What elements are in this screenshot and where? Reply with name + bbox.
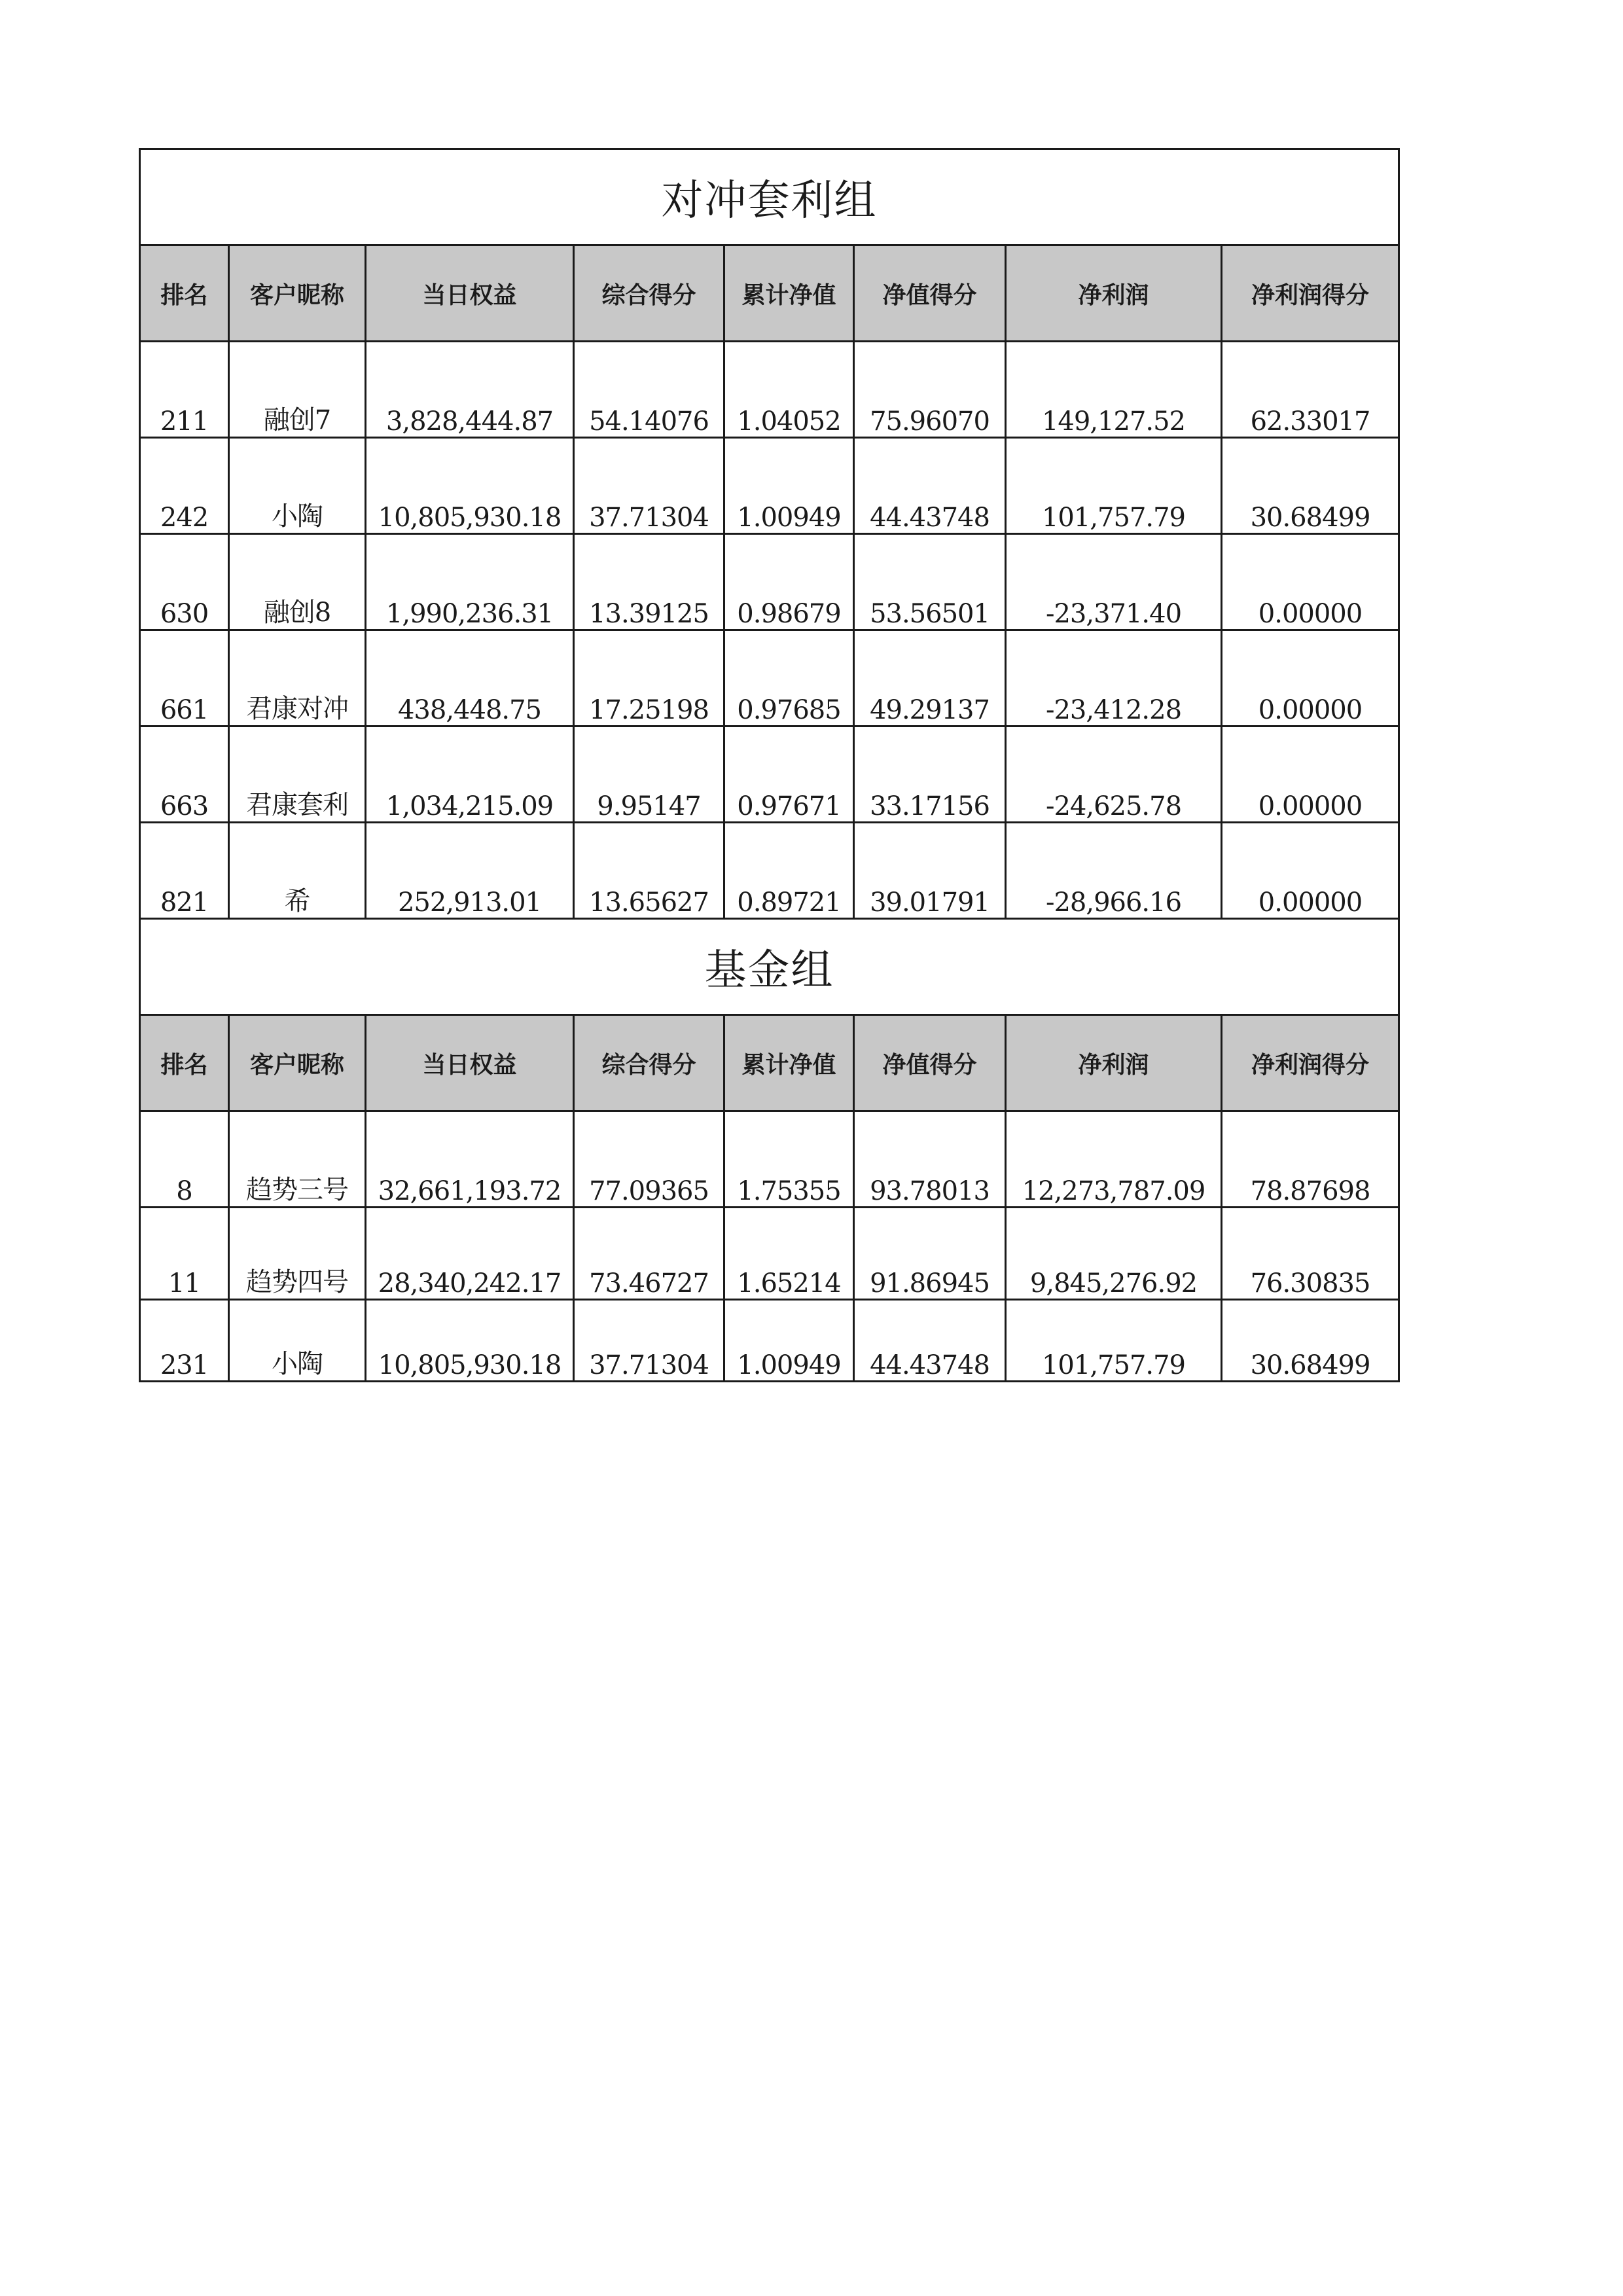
cell-rank: 231 [140, 1300, 229, 1382]
cell-profit-score: 78.87698 [1222, 1111, 1399, 1208]
cell-score: 73.46727 [574, 1208, 724, 1300]
cell-equity: 28,340,242.17 [366, 1208, 574, 1300]
group-title: 对冲套利组 [140, 149, 1399, 245]
cell-profit-score: 0.00000 [1222, 630, 1399, 726]
cell-rank: 630 [140, 534, 229, 630]
cell-rank: 661 [140, 630, 229, 726]
cell-nickname: 融创8 [229, 534, 366, 630]
cell-profit-score: 76.30835 [1222, 1208, 1399, 1300]
col-header-nav-score: 净值得分 [854, 1015, 1006, 1111]
cell-nav-score: 33.17156 [854, 726, 1006, 823]
cell-profit-score: 62.33017 [1222, 342, 1399, 438]
cell-profit-score: 30.68499 [1222, 1300, 1399, 1382]
cell-nav: 0.89721 [724, 823, 854, 919]
cell-rank: 8 [140, 1111, 229, 1208]
cell-nav: 0.97685 [724, 630, 854, 726]
cell-net-profit: 9,845,276.92 [1006, 1208, 1222, 1300]
cell-rank: 211 [140, 342, 229, 438]
col-header-nickname: 客户昵称 [229, 1015, 366, 1111]
cell-nav-score: 39.01791 [854, 823, 1006, 919]
cell-equity: 10,805,930.18 [366, 438, 574, 534]
cell-nav: 1.00949 [724, 438, 854, 534]
col-header-profit-score: 净利润得分 [1222, 245, 1399, 342]
cell-nav-score: 75.96070 [854, 342, 1006, 438]
cell-equity: 252,913.01 [366, 823, 574, 919]
header-row [140, 1015, 1399, 1111]
cell-nav: 0.98679 [724, 534, 854, 630]
col-header-score: 综合得分 [574, 1015, 724, 1111]
cell-net-profit: 149,127.52 [1006, 342, 1222, 438]
cell-score: 9.95147 [574, 726, 724, 823]
cell-profit-score: 30.68499 [1222, 438, 1399, 534]
cell-nickname: 小陶 [229, 1300, 366, 1382]
cell-nav: 1.65214 [724, 1208, 854, 1300]
cell-nickname: 小陶 [229, 438, 366, 534]
group-title-row [140, 919, 1399, 1015]
cell-rank: 821 [140, 823, 229, 919]
cell-score: 77.09365 [574, 1111, 724, 1208]
cell-score: 37.71304 [574, 1300, 724, 1382]
cell-equity: 1,034,215.09 [366, 726, 574, 823]
cell-nav-score: 93.78013 [854, 1111, 1006, 1208]
cell-net-profit: 101,757.79 [1006, 438, 1222, 534]
cell-rank: 11 [140, 1208, 229, 1300]
cell-score: 13.39125 [574, 534, 724, 630]
cell-nickname: 趋势四号 [229, 1208, 366, 1300]
col-header-rank: 排名 [140, 245, 229, 342]
table-row [140, 1300, 1399, 1382]
cell-equity: 3,828,444.87 [366, 342, 574, 438]
cell-score: 13.65627 [574, 823, 724, 919]
col-header-profit-score: 净利润得分 [1222, 1015, 1399, 1111]
table-row [140, 438, 1399, 534]
table-row [140, 726, 1399, 823]
cell-net-profit: -23,371.40 [1006, 534, 1222, 630]
col-header-net-profit: 净利润 [1006, 245, 1222, 342]
table-row [140, 342, 1399, 438]
col-header-equity: 当日权益 [366, 245, 574, 342]
cell-equity: 32,661,193.72 [366, 1111, 574, 1208]
cell-nickname: 希 [229, 823, 366, 919]
table-row [140, 1208, 1399, 1300]
header-row [140, 245, 1399, 342]
cell-equity: 438,448.75 [366, 630, 574, 726]
cell-score: 37.71304 [574, 438, 724, 534]
cell-nav-score: 53.56501 [854, 534, 1006, 630]
cell-nav: 1.00949 [724, 1300, 854, 1382]
cell-net-profit: -23,412.28 [1006, 630, 1222, 726]
cell-equity: 10,805,930.18 [366, 1300, 574, 1382]
cell-nickname: 君康对冲 [229, 630, 366, 726]
col-header-nav-score: 净值得分 [854, 245, 1006, 342]
cell-nickname: 趋势三号 [229, 1111, 366, 1208]
cell-rank: 663 [140, 726, 229, 823]
cell-nav-score: 49.29137 [854, 630, 1006, 726]
table-row [140, 534, 1399, 630]
cell-nav-score: 44.43748 [854, 1300, 1006, 1382]
cell-profit-score: 0.00000 [1222, 726, 1399, 823]
cell-score: 54.14076 [574, 342, 724, 438]
table-row [140, 1111, 1399, 1208]
cell-profit-score: 0.00000 [1222, 534, 1399, 630]
cell-net-profit: 12,273,787.09 [1006, 1111, 1222, 1208]
cell-net-profit: 101,757.79 [1006, 1300, 1222, 1382]
cell-nav: 0.97671 [724, 726, 854, 823]
cell-score: 17.25198 [574, 630, 724, 726]
ranking-sheet [139, 148, 1400, 1382]
col-header-equity: 当日权益 [366, 1015, 574, 1111]
cell-nickname: 融创7 [229, 342, 366, 438]
cell-nav: 1.75355 [724, 1111, 854, 1208]
cell-profit-score: 0.00000 [1222, 823, 1399, 919]
cell-net-profit: -28,966.16 [1006, 823, 1222, 919]
col-header-score: 综合得分 [574, 245, 724, 342]
cell-rank: 242 [140, 438, 229, 534]
cell-net-profit: -24,625.78 [1006, 726, 1222, 823]
col-header-nav: 累计净值 [724, 245, 854, 342]
col-header-nav: 累计净值 [724, 1015, 854, 1111]
cell-nav-score: 91.86945 [854, 1208, 1006, 1300]
col-header-net-profit: 净利润 [1006, 1015, 1222, 1111]
cell-nav: 1.04052 [724, 342, 854, 438]
table-row [140, 823, 1399, 919]
group-title-row [140, 149, 1399, 245]
col-header-rank: 排名 [140, 1015, 229, 1111]
table-row [140, 630, 1399, 726]
cell-nav-score: 44.43748 [854, 438, 1006, 534]
group-title: 基金组 [140, 919, 1399, 1015]
cell-nickname: 君康套利 [229, 726, 366, 823]
cell-equity: 1,990,236.31 [366, 534, 574, 630]
col-header-nickname: 客户昵称 [229, 245, 366, 342]
